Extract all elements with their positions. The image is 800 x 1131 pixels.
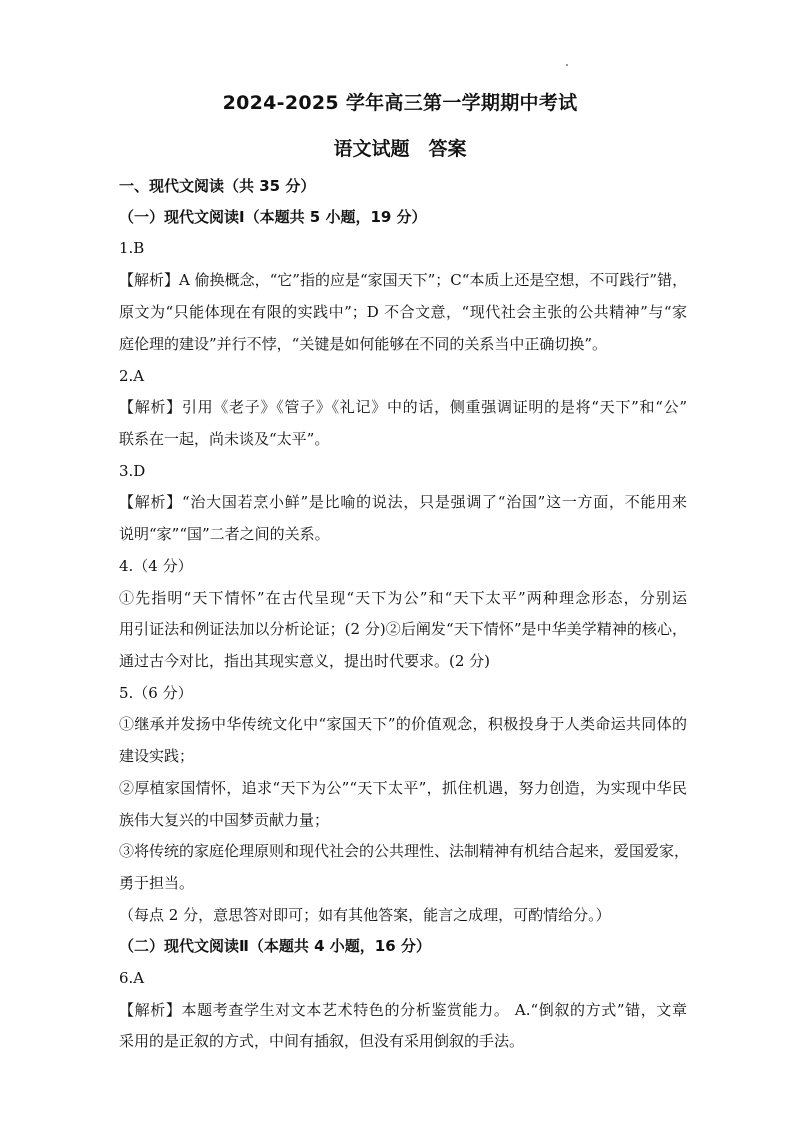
answer-line: 族伟大复兴的中国梦贡献力量； <box>119 811 330 829</box>
answer-line: 通过古今对比，指出其现实意义，提出时代要求。(2 分) <box>119 652 491 670</box>
explanation-line: 联系在一起，尚未谈及“太平”。 <box>119 430 330 448</box>
answer-line: ③将传统的家庭伦理原则和现代社会的公共理性、法制精神有机结合起来，爱国爱家， <box>119 842 690 860</box>
explanation-line: 【解析】A 偷换概念，“它”指的应是“家国天下”；C“本质上还是空想，不可践行”错， <box>119 271 688 289</box>
answer-line: 用引证法和例证法加以分析论证；(2 分)②后阐发“天下情怀”是中华美学精神的核心， <box>119 620 687 638</box>
answer-key: 2.A <box>119 367 145 385</box>
question-score: 5.（6 分） <box>119 684 193 702</box>
scan-speck <box>566 64 568 66</box>
exam-title: 2024-2025 学年高三第一学期期中考试 <box>222 92 578 114</box>
answer-line: ①继承并发扬中华传统文化中“家国天下”的价值观念，积极投身于人类命运共同体的 <box>119 715 687 733</box>
scoring-note: （每点 2 分，意思答对即可；如有其他答案，能言之成理，可酌情给分。） <box>119 906 611 924</box>
explanation-line: 采用的是正叙的方式，中间有插叙，但没有采用倒叙的手法。 <box>119 1032 525 1050</box>
answer-line: ②厚植家国情怀，追求“天下为公”“天下太平”，抓住机遇，努力创造，为实现中华民 <box>119 779 687 797</box>
section-heading: 一、现代文阅读（共 35 分） <box>119 177 316 195</box>
explanation-line: 原文为“只能体现在有限的实践中”；D 不合文意，“现代社会主张的公共精神”与“家 <box>119 303 687 321</box>
explanation-line: 【解析】引用《老子》《管子》《礼记》中的话，侧重强调证明的是将“天下”和“公” <box>119 398 687 416</box>
answer-line: 勇于担当。 <box>119 874 195 892</box>
subsection-heading: （二）现代文阅读Ⅱ（本题共 4 小题，16 分） <box>119 937 431 955</box>
answer-key: 6.A <box>119 969 145 987</box>
subsection-heading: （一）现代文阅读Ⅰ（本题共 5 小题，19 分） <box>119 208 427 226</box>
answer-key: 3.D <box>119 462 146 480</box>
question-score: 4.（4 分） <box>119 557 193 575</box>
explanation-line: 庭伦理的建设”并行不悖，“关键是如何能够在不同的关系当中正确切换”。 <box>119 335 608 353</box>
answer-line: 建设实践； <box>119 747 195 765</box>
answer-line: ①先指明“天下情怀”在古代呈现“天下为公”和“天下太平”两种理念形态，分别运 <box>119 589 687 607</box>
exam-subtitle: 语文试题 答案 <box>333 138 467 160</box>
explanation-line: 【解析】本题考查学生对文本艺术特色的分析鉴赏能力。 A.“倒叙的方式”错，文章 <box>119 1001 687 1019</box>
answer-key: 1.B <box>119 239 145 257</box>
explanation-line: 【解析】“治大国若烹小鲜”是比喻的说法，只是强调了“治国”这一方面，不能用来 <box>119 493 687 511</box>
explanation-line: 说明“家”“国”二者之间的关系。 <box>119 525 330 543</box>
